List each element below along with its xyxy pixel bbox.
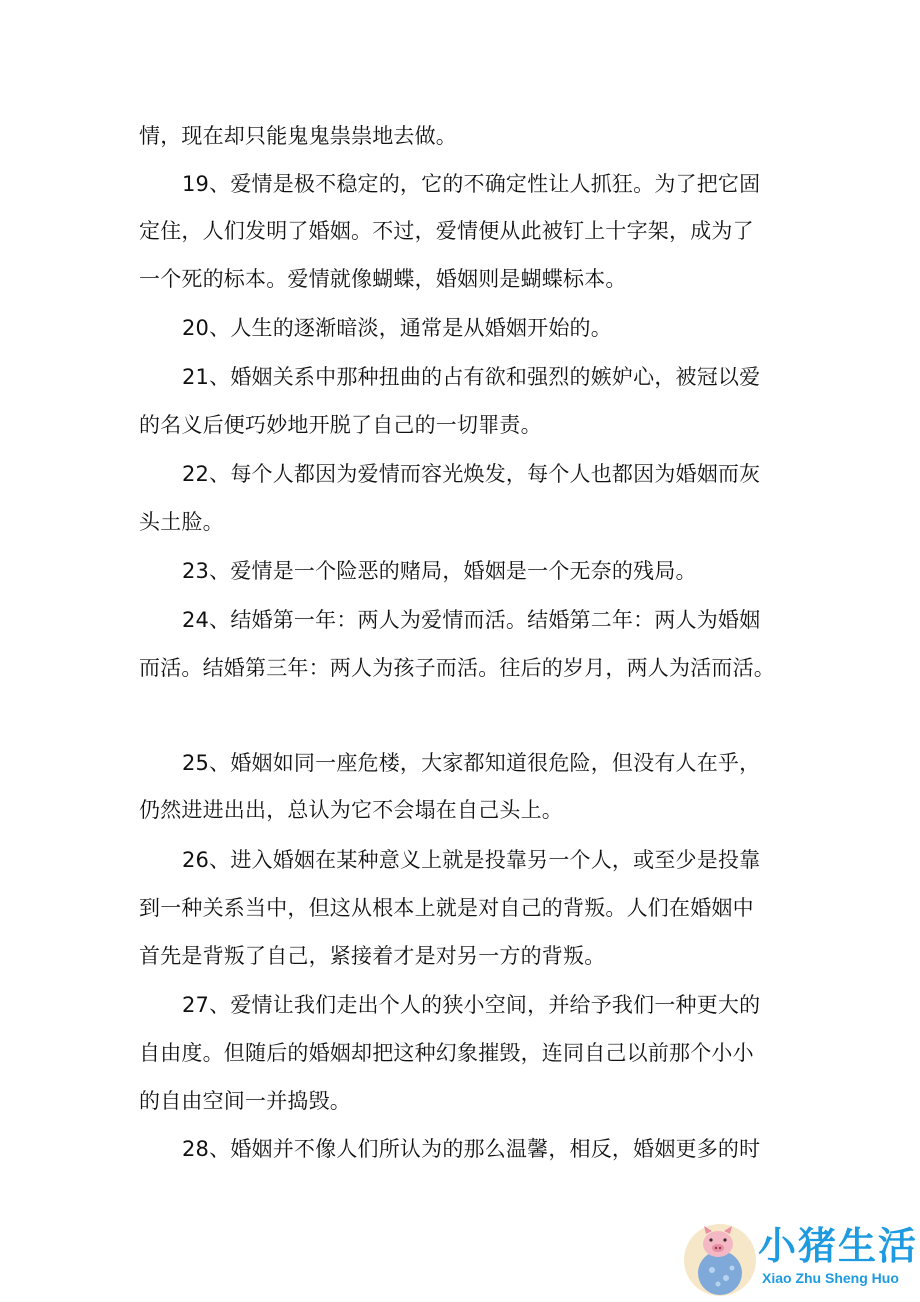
text-line: 28、婚姻并不像人们所认为的那么温馨，相反，婚姻更多的时: [182, 1137, 761, 1161]
text-line: 自由度。但随后的婚姻却把这种幻象摧毁，连同自己以前那个小小: [139, 1041, 754, 1065]
text-line: 而活。结婚第三年：两人为孩子而活。往后的岁月，两人为活而活。: [139, 656, 775, 680]
watermark-title: 小猪生活: [758, 1224, 919, 1268]
text-line: 21、婚姻关系中那种扭曲的占有欲和强烈的嫉妒心，被冠以爱: [182, 365, 761, 389]
text-line: 25、婚姻如同一座危楼，大家都知道很危险，但没有人在乎，: [182, 751, 761, 775]
text-line: 22、每个人都因为爱情而容光焕发，每个人也都因为婚姻而灰: [182, 462, 761, 486]
text-line: 定住，人们发明了婚姻。不过，爱情便从此被钉上十字架，成为了: [139, 219, 754, 243]
text-line: 一个死的标本。爱情就像蝴蝶，婚姻则是蝴蝶标本。: [139, 267, 627, 291]
text-line: 24、结婚第一年：两人为爱情而活。结婚第二年：两人为婚姻: [182, 608, 761, 632]
text-line: 情，现在却只能鬼鬼祟祟地去做。: [139, 124, 457, 148]
text-line: 19、爱情是极不稳定的，它的不确定性让人抓狂。为了把它固: [182, 172, 761, 196]
text-line: 的名义后便巧妙地开脱了自己的一切罪责。: [139, 413, 542, 437]
text-line: 到一种关系当中，但这从根本上就是对自己的背叛。人们在婚姻中: [139, 896, 754, 920]
text-line: 27、爱情让我们走出个人的狭小空间，并给予我们一种更大的: [182, 993, 761, 1017]
text-line: 20、人生的逐渐暗淡，通常是从婚姻开始的。: [182, 316, 612, 340]
text-line: 头土脸。: [139, 510, 224, 534]
text-line: 仍然进进出出，总认为它不会塌在自己头上。: [139, 798, 563, 822]
text-line: 23、爱情是一个险恶的赌局，婚姻是一个无奈的残局。: [182, 559, 697, 583]
text-line: 首先是背叛了自己，紧接着才是对另一方的背叛。: [139, 944, 606, 968]
watermark-logo: [680, 1214, 920, 1302]
pig-mascot-icon: [680, 1218, 758, 1298]
watermark-subtitle: Xiao Zhu Sheng Huo: [762, 1270, 899, 1286]
text-line: 的自由空间一并捣毁。: [139, 1089, 351, 1113]
text-line: 26、进入婚姻在某种意义上就是投靠另一个人，或至少是投靠: [182, 848, 761, 872]
